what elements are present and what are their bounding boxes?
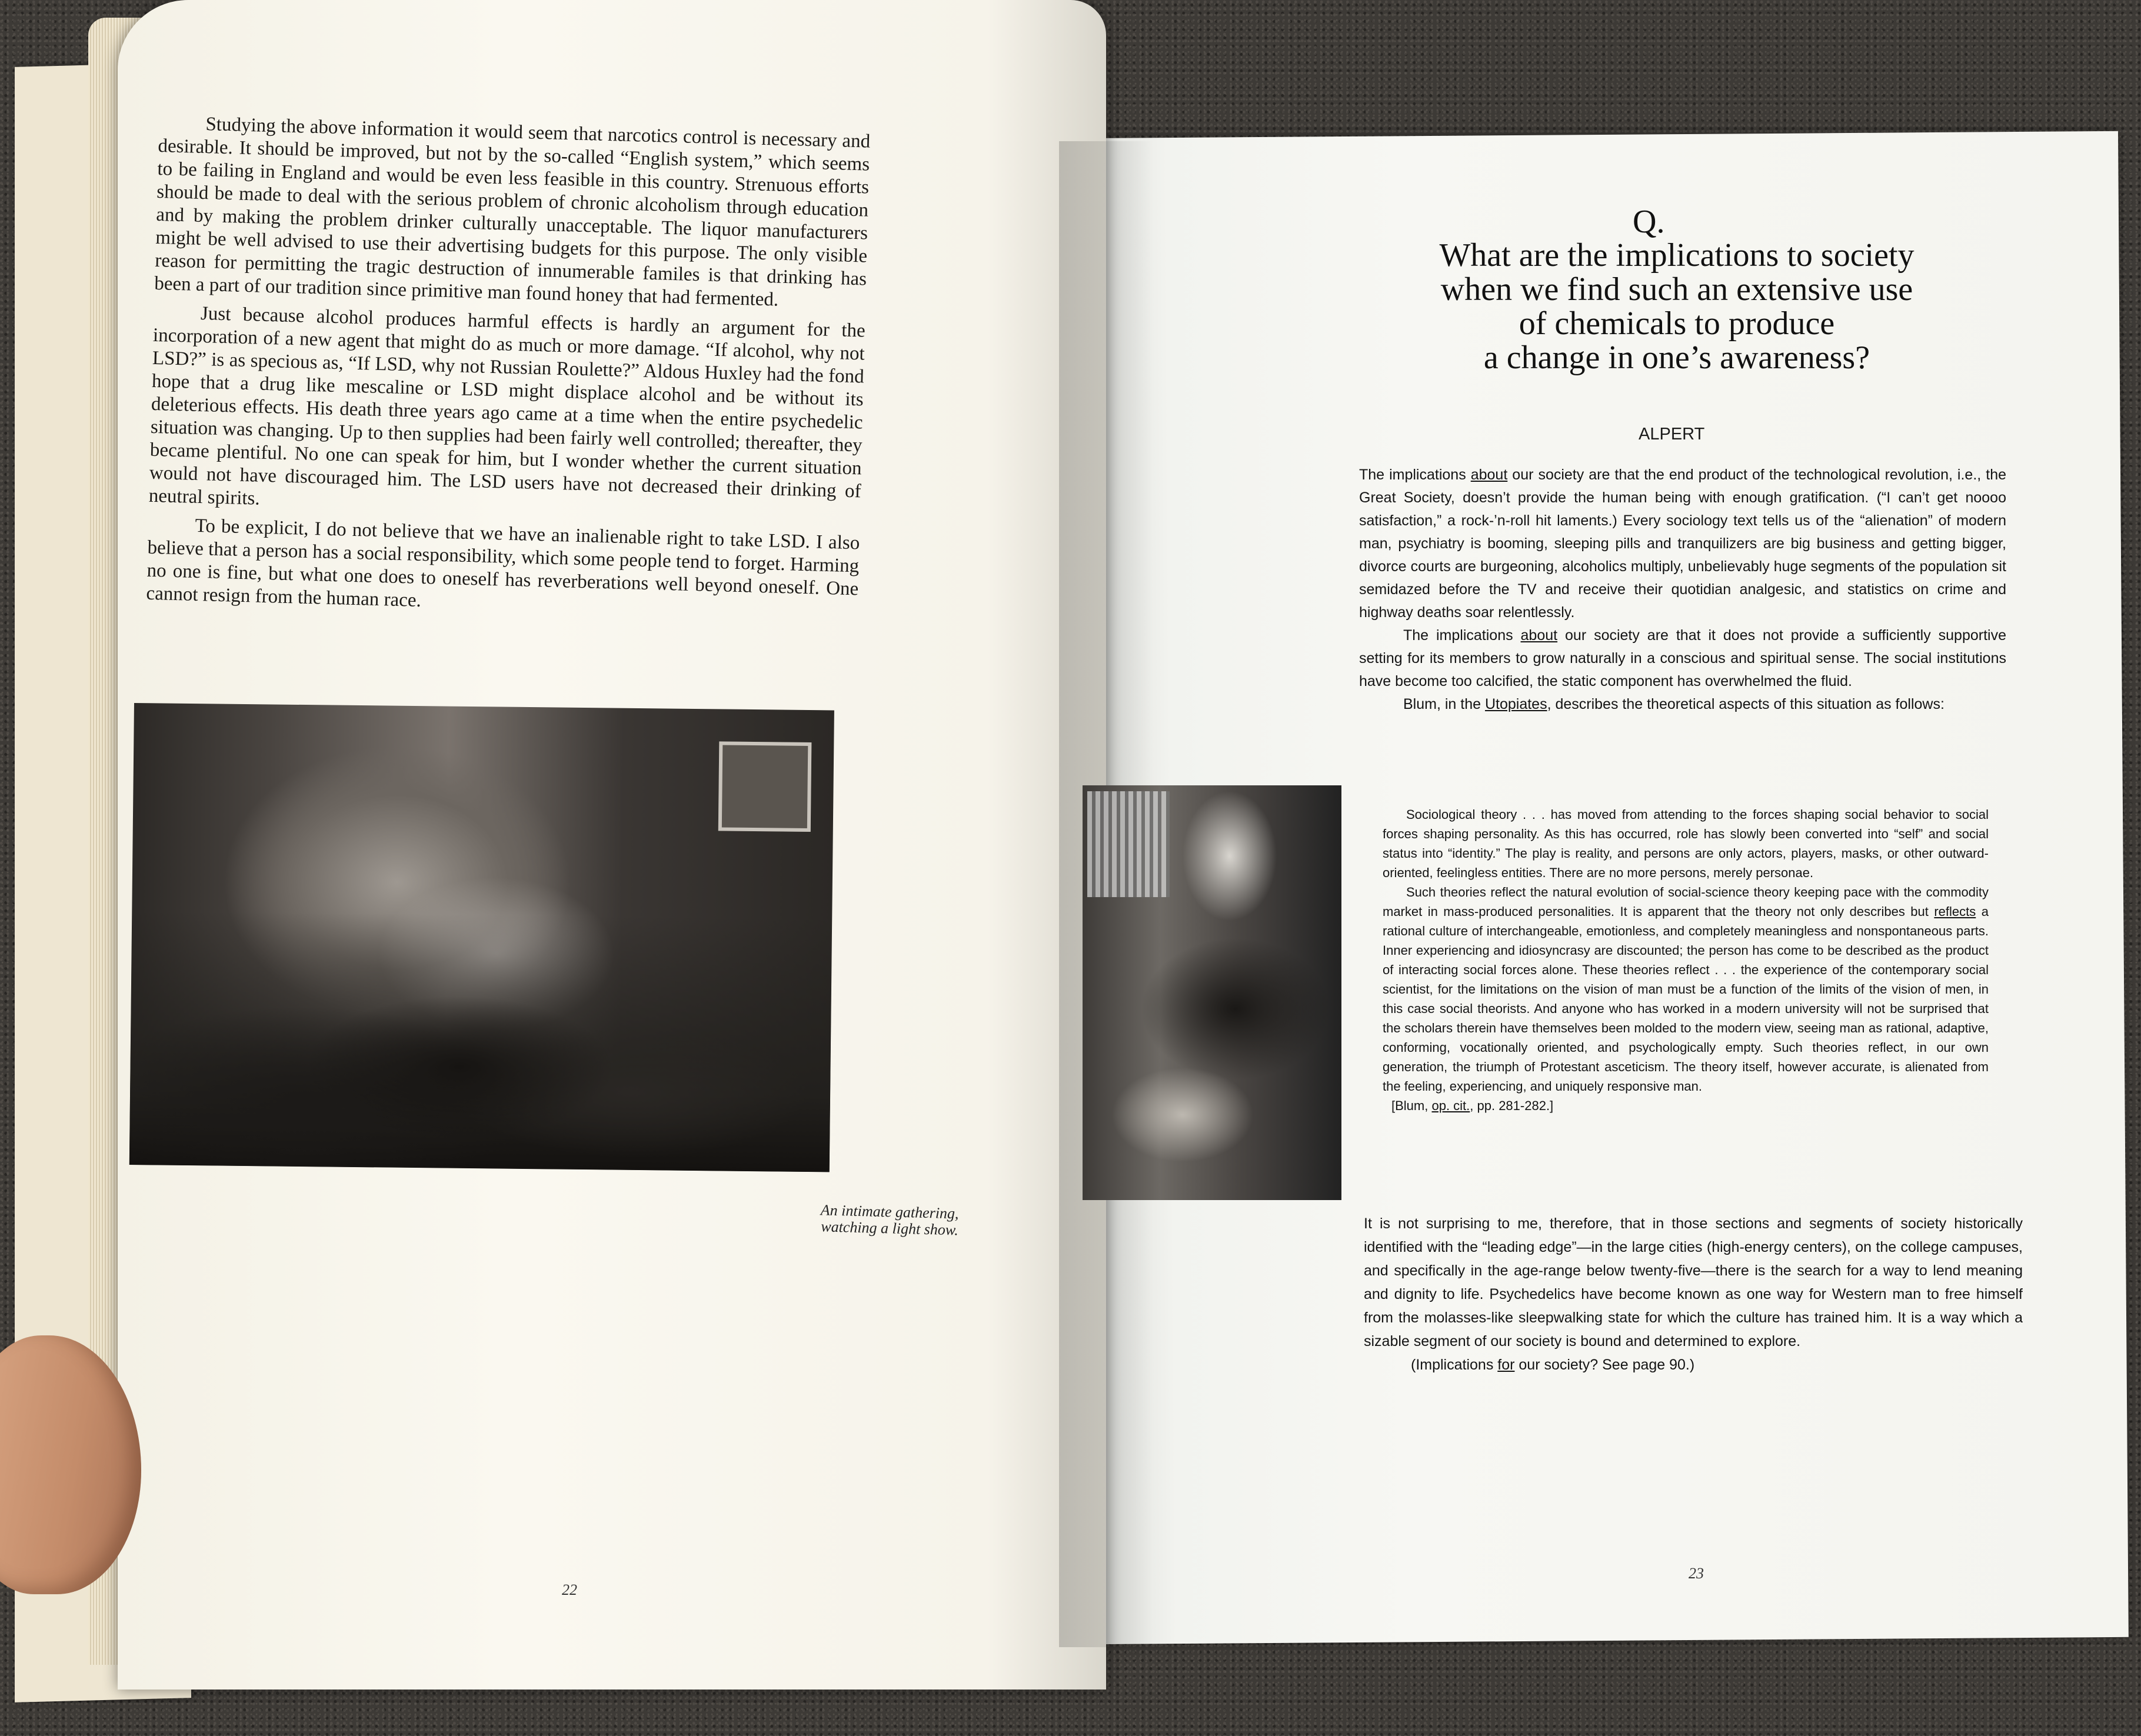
text-run: , describes the theoretical aspects of this situation as follows: <box>1547 696 1944 712</box>
title-line-4: a change in one’s awareness? <box>1483 339 1870 376</box>
text-run: our society are that it does not provide a sufficiently supportive setting for its members to grow naturally in a conscious and spiritual sense. The social institutions have become too calcified, the static component has overwhelmed the fluid. <box>1359 627 2006 689</box>
page-number-left: 22 <box>562 1581 577 1598</box>
right-paragraph-5 <box>1364 1353 2023 1377</box>
text-run: a rational culture of interchangeable, emotionless, and completely meaningless and nonspontaneous parts. Inner experiencing and idiosyncrasy are discounted; the person has come to be described as the product of interacting social forces alone. These theories reflect . . . the experience of the contemporary social scientist, for the limitations on the vision of man must be a function of the limits of the vision of men, in this case social theorists. And anyone who has worked in a modern university will not be surprised that the scholars therein have themselves been molded to the modern view, seeing man as rational, adaptive, conforming, vocationally oriented, and psychologically empty. Such theories reflect, in our own generation, the triumph of Protestant asceticism. The theory itself, however accurate, is alienated from the feeling, experiencing, and uniquely responsive man. <box>1383 904 1989 1094</box>
quote-paragraph-1: Sociological theory . . . has moved from attending to the forces shaping social behavior to social forces shaping personality. As this has occurred, role has slowly been converted into “self” and social status into “identity.” The play is reality, and persons are only actors, players, masks, or other outward-oriented, feelingless entities. There are no more persons, merely personae. <box>1383 807 1989 880</box>
text-run: (Implications <box>1411 1357 1498 1373</box>
photo-caption <box>747 1200 959 1238</box>
underlined-word: for <box>1497 1357 1515 1373</box>
quote-paragraph-2 <box>1383 882 1989 1096</box>
text-run: our society are that the end product of the technological revolution, i.e., the Great Society, doesn’t provide the human being with enough gratification. (“I can’t get noooo satisfaction,” a rock-’n-roll hit laments.) Every sociology text tells us of the “alienation” of modern man, psychiatry is booming, sleeping pills and tranquilizers are big business and getting bigger, divorce courts are burgeoning, alcoholics multiply, unbelievably huge segments of the population sit semidazed before the TV and receive their quotidian analgesic, and statistics on crime and highway deaths soar relentlessly. <box>1359 467 2006 621</box>
light-show-photo <box>129 703 834 1172</box>
underlined-word: about <box>1470 467 1508 483</box>
right-paragraph-3 <box>1359 693 2006 716</box>
right-paragraph-1 <box>1359 464 2006 624</box>
right-paragraph-4: It is not surprising to me, therefore, that in those sections and segments of society historically identified with the “leading edge”—in the large cities (high-energy centers), on the college campuses, and specifically in the age-range below twenty-five—there is the search for a way to lend meaning and dignity to life. Psychedelics have become known as one way for Western man to free himself from the molasses-like sleepwalking state for which the culture has trained him. It is a way which a sizable segment of our society is bound and determined to explore. <box>1364 1215 2023 1350</box>
title-line-1: What are the implications to society <box>1439 237 1914 274</box>
underlined-word: about <box>1520 627 1558 644</box>
text-run: our society? See page 90.) <box>1514 1357 1695 1373</box>
text-run: Blum, in the <box>1403 696 1485 712</box>
right-paragraph-2 <box>1359 624 2006 693</box>
quote-citation <box>1383 1096 1989 1115</box>
underlined-word: op. cit. <box>1431 1098 1470 1113</box>
author-name: ALPERT <box>1639 425 1705 444</box>
question-letter: Q. <box>1633 204 1665 240</box>
left-paragraph-2: Just because alcohol produces harmful effects is hardly an argument for the incorporation of a new agent that might do as much or more damage. “If alcohol, why not LSD?” is as specious as, “If LSD, why not Russian Roulette?” Aldous Huxley had the fond hope that a drug like mescaline or LSD might displace alcohol and be without its deleterious effects. His death three years ago came at a time when the entire psychedelic situation was changing. Up to then supplies had been fairly well controlled; thereafter, they became plentiful. No one can speak for him, but I wonder whether the current situation would not have discouraged him. The LSD users have not decreased their drinking of neutral spirits. <box>148 302 866 509</box>
caption-line-2: watching a light show. <box>820 1218 959 1239</box>
underlined-book-title: Utopiates <box>1484 696 1547 712</box>
text-run: Such theories reflect the natural evolution of social-science theory keeping pace with the commodity market in mass-produced personalities. It is apparent that the theory not only describes but <box>1383 885 1989 919</box>
text-run: The implications <box>1403 627 1521 644</box>
title-line-2: when we find such an extensive use <box>1440 271 1913 308</box>
underlined-word: reflects <box>1934 904 1976 919</box>
block-quote <box>1383 805 1989 1115</box>
left-page-body <box>146 112 871 629</box>
right-page-conclusion <box>1364 1212 2023 1377</box>
left-paragraph-1: Studying the above information it would seem that narcotics control is necessary and desirable. It should be improved, but not by the so-called “English system,” which seems to be failing in England and would be even less feasible in this country. Strenuous efforts should be made to deal with the serious problem of chronic alcoholism through education and by making the problem drinker culturally unacceptable. The liquor manufacturers might be well advised to use their advertising budgets for this purpose. The only visible reason for permitting the tragic destruction of innumerable familes is that drinking has been a part of our tradition since primitive man found honey that had fermented. <box>154 114 871 311</box>
left-paragraph-3: To be explicit, I do not believe that we have an inalienable right to take LSD. I also believe that a person has a social responsibility, which some people tend to forget. Harming no one is fine, but what one does to oneself has reverberations well beyond oneself. One cannot resign from the human race. <box>146 515 860 611</box>
photo-bookshelf <box>1087 791 1170 897</box>
text-run: [Blum, <box>1391 1098 1432 1113</box>
page-number-right: 23 <box>1689 1565 1704 1582</box>
title-line-3: of chemicals to produce <box>1519 305 1835 342</box>
right-page-body <box>1359 464 2006 716</box>
question-title <box>1412 238 1942 375</box>
room-party-photo <box>1083 785 1341 1200</box>
text-run: The implications <box>1359 467 1471 483</box>
text-run: , pp. 281-282.] <box>1470 1098 1554 1113</box>
photo-window <box>718 741 812 832</box>
caption-line-1: An intimate gathering, <box>820 1201 959 1222</box>
photo-reclining-figures <box>129 911 832 1172</box>
